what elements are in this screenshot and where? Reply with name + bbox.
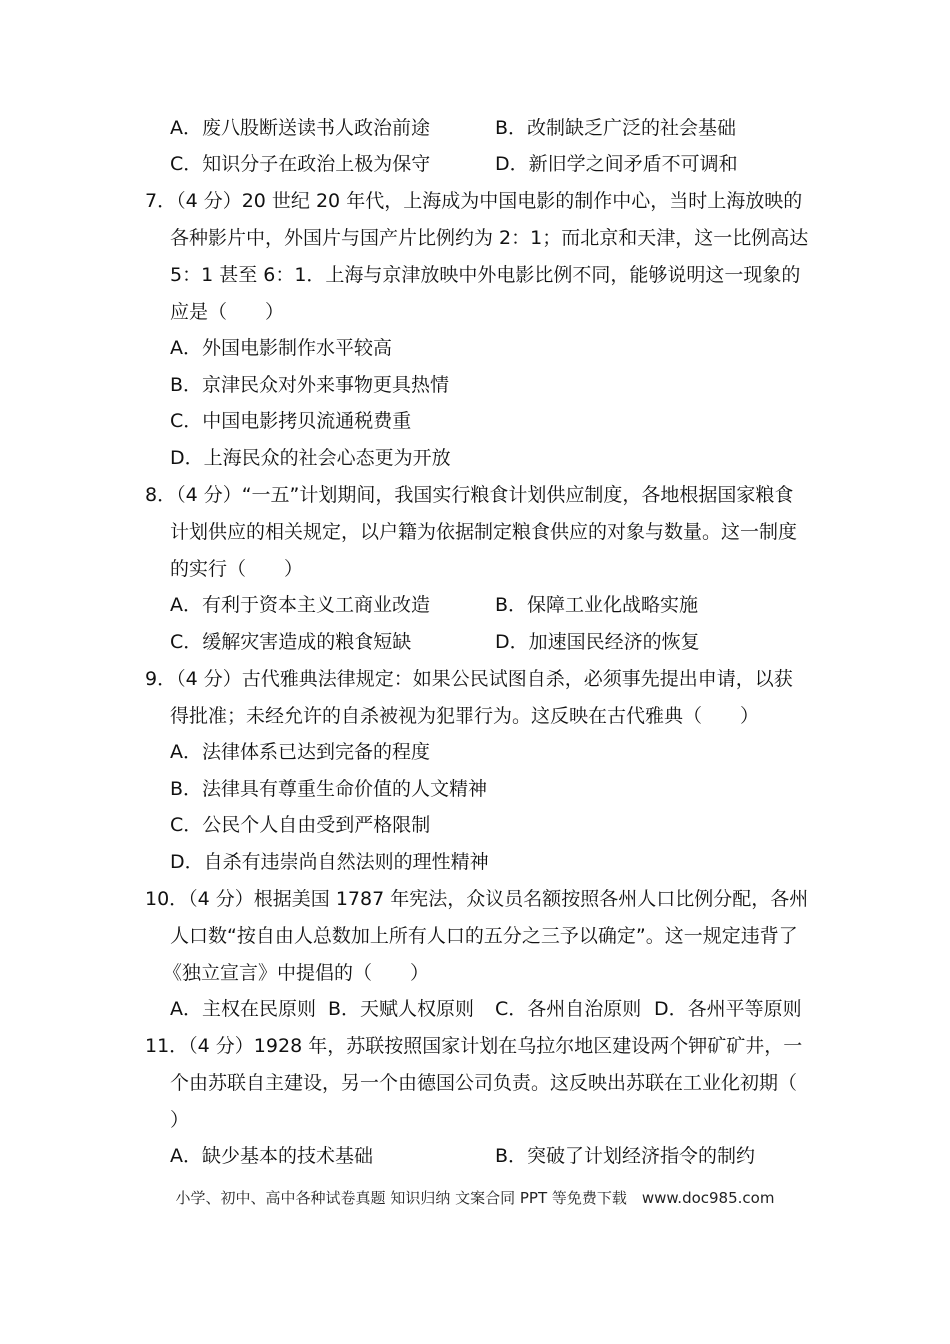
q9-option-d: D．自杀有违崇尚自然法则的理性精神 [170, 851, 489, 873]
q6-option-a: A．废八股断送读书人政治前途 [170, 117, 430, 139]
q8-option-c: C．缓解灾害造成的粮食短缺 [170, 631, 412, 653]
q7-stem-line-4: 应是（ ） [170, 301, 285, 323]
q10-stem-line-3: 《独立宣言》中提倡的（ ） [163, 962, 430, 984]
q9-stem-line-2: 得批准；未经允许的自杀被视为犯罪行为。这反映在古代雅典（ ） [170, 705, 760, 727]
q9-option-a: A．法律体系已达到完备的程度 [170, 741, 430, 763]
q8-option-b: B．保障工业化战略实施 [495, 594, 699, 616]
q6-option-b: B．改制缺乏广泛的社会基础 [495, 117, 737, 139]
q9-option-b: B．法律具有尊重生命价值的人文精神 [170, 778, 488, 800]
q7-option-b: B．京津民众对外来事物更具热情 [170, 374, 450, 396]
q11-stem-line-3: ） [170, 1109, 190, 1131]
q10-option-d: D．各州平等原则 [654, 998, 802, 1020]
q8-stem-line-3: 的实行（ ） [170, 558, 304, 580]
q11-option-a: A．缺少基本的技术基础 [170, 1145, 373, 1167]
q11-stem-line-2: 个由苏联自主建设，另一个由德国公司负责。这反映出苏联在工业化初期（ [170, 1072, 798, 1094]
q10-option-a: A．主权在民原则 [170, 998, 316, 1020]
q7-option-c: C．中国电影拷贝流通税费重 [170, 410, 412, 432]
q11-option-b: B．突破了计划经济指令的制约 [495, 1145, 756, 1167]
q10-stem-line-2: 人口数“按自由人总数加上所有人口的五分之三予以确定”。这一规定违背了 [170, 925, 798, 947]
q8-option-a: A．有利于资本主义工商业改造 [170, 594, 430, 616]
q8-option-d: D．加速国民经济的恢复 [495, 631, 700, 653]
q6-option-d: D．新旧学之间矛盾不可调和 [495, 153, 738, 175]
q9-option-c: C．公民个人自由受到严格限制 [170, 814, 431, 836]
q7-option-d: D．上海民众的社会心态更为开放 [170, 447, 451, 469]
q7-option-a: A．外国电影制作水平较高 [170, 337, 392, 359]
q10-stem-line-1: 10．（4 分）根据美国 1787 年宪法，众议员名额按照各州人口比例分配，各州 [145, 888, 809, 910]
q10-option-c: C．各州自治原则 [495, 998, 642, 1020]
q6-option-c: C．知识分子在政治上极为保守 [170, 153, 431, 175]
page-footer: 小学、初中、高中各种试卷真题 知识归纳 文案合同 PPT 等免费下载 www.doc985.com [175, 1189, 775, 1207]
q9-stem-line-1: 9．（4 分）古代雅典法律规定：如果公民试图自杀，必须事先提出申请，以获 [145, 668, 793, 690]
q7-stem-line-2: 各种影片中，外国片与国产片比例约为 2：1；而北京和天津，这一比例高达 [170, 227, 809, 249]
q8-stem-line-1: 8．（4 分）“一五”计划期间，我国实行粮食计划供应制度，各地根据国家粮食 [145, 484, 794, 506]
q11-stem-line-1: 11．（4 分）1928 年，苏联按照国家计划在乌拉尔地区建设两个钾矿矿井，一 [145, 1035, 803, 1057]
q7-stem-line-3: 5：1 甚至 6：1．上海与京津放映中外电影比例不同，能够说明这一现象的 [170, 264, 801, 286]
q10-option-b: B．天赋人权原则 [328, 998, 475, 1020]
q7-stem-line-1: 7．（4 分）20 世纪 20 年代，上海成为中国电影的制作中心，当时上海放映的 [145, 190, 803, 212]
q8-stem-line-2: 计划供应的相关规定，以户籍为依据制定粮食供应的对象与数量。这一制度 [170, 521, 798, 543]
